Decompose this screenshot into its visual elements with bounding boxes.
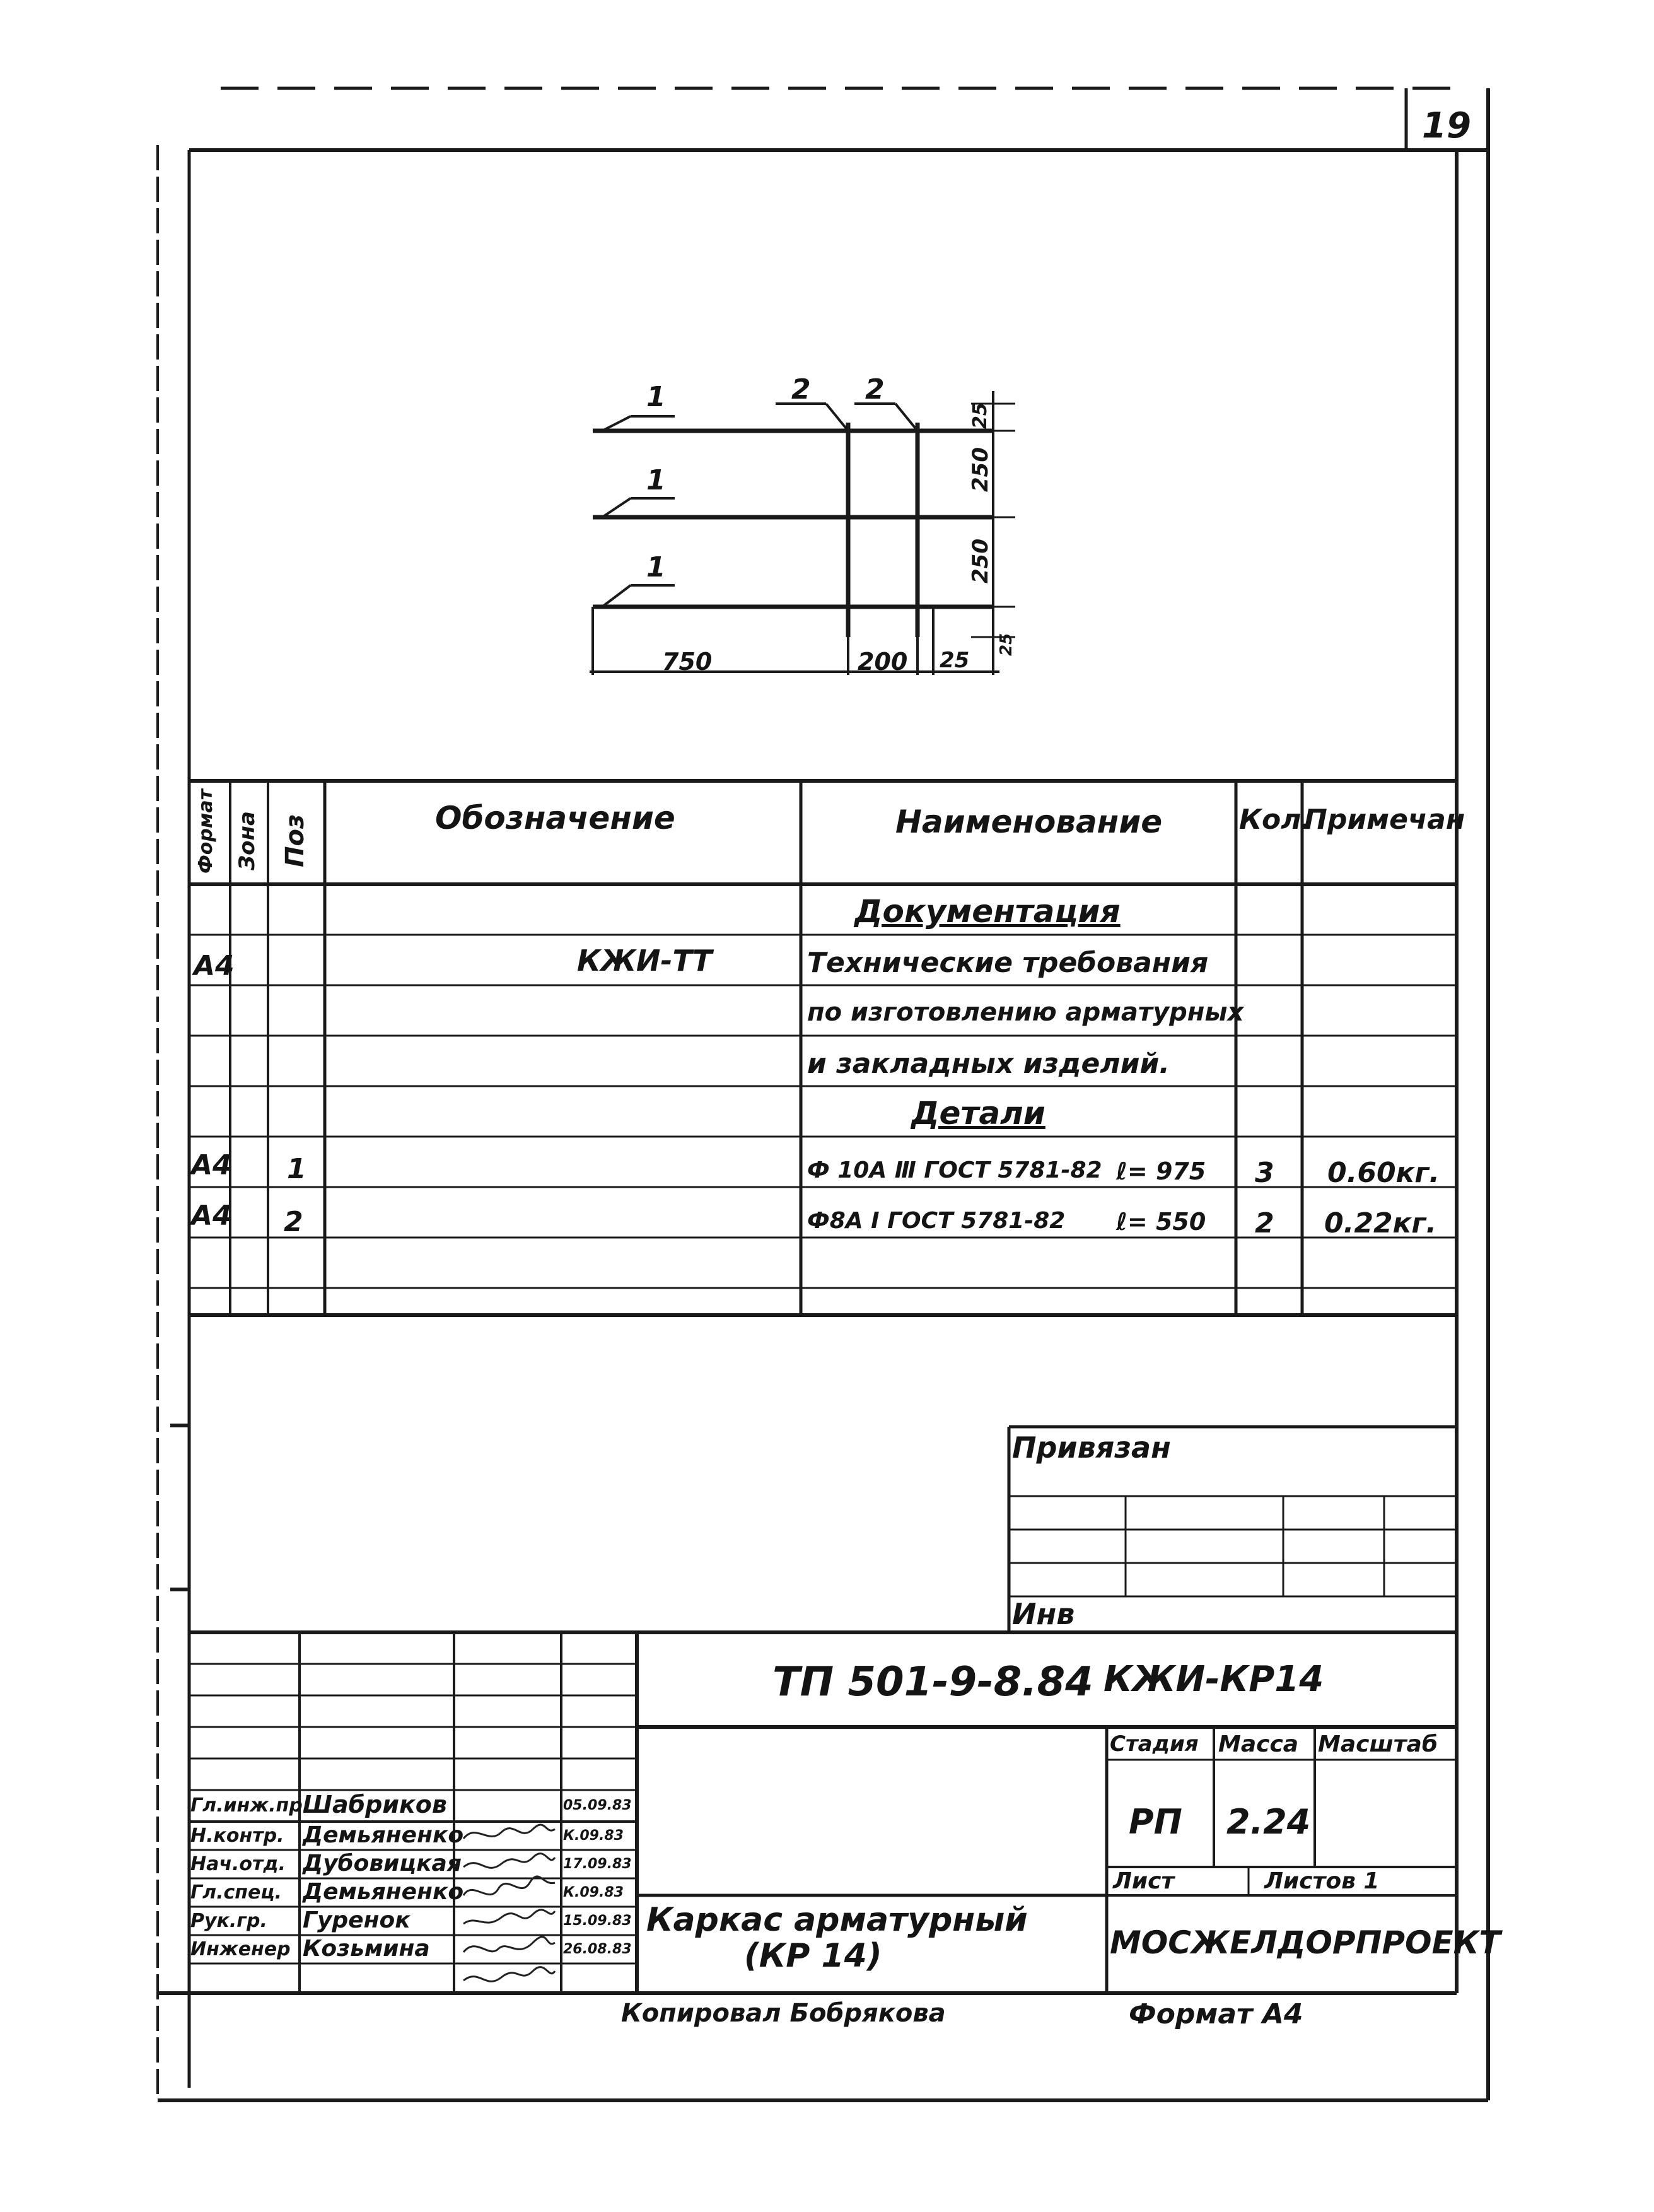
sheet-format: Формат А4 (1129, 1998, 1303, 2030)
sheet-label: Лист (1113, 1868, 1175, 1894)
header-zone: Зона (235, 811, 260, 870)
row-2-pos: 2 (284, 1206, 303, 1238)
header-designation: Обозначение (435, 800, 675, 836)
header-pos: Поз (281, 814, 310, 867)
role-1: Гл.инж.пр. (190, 1794, 310, 1817)
dim-750: 750 (662, 648, 713, 676)
doc-name-line-1: Технические требования (807, 947, 1209, 979)
binding-title: Привязан (1012, 1431, 1171, 1465)
mass-value: 2.24 (1226, 1802, 1311, 1842)
callout-2-b: 2 (865, 373, 885, 406)
scale-label: Масштаб (1318, 1731, 1438, 1757)
sheets-label: Листов 1 (1264, 1868, 1380, 1894)
role-5-date: 15.09.83 (563, 1913, 632, 1929)
binding-inv: Инв (1012, 1597, 1075, 1631)
row-1-name: Ф 10А Ⅲ ГОСТ 5781-82 (807, 1157, 1102, 1183)
row-2-format: А4 (191, 1200, 232, 1232)
drawing-title-line-2: (КР 14) (744, 1937, 882, 1975)
role-3-date: 17.09.83 (563, 1856, 632, 1872)
row-2-qty: 2 (1255, 1207, 1274, 1239)
role-1-date: 05.09.83 (563, 1798, 632, 1813)
doc-code-suffix: КЖИ-КР14 (1104, 1659, 1324, 1700)
stage-value: РП (1129, 1802, 1182, 1842)
header-name: Наименование (895, 804, 1163, 840)
dim-25-top: 25 (969, 402, 991, 429)
role-5-name: Гуренок (303, 1907, 411, 1933)
role-6: Инженер (190, 1938, 291, 1960)
role-4: Гл.спец. (190, 1881, 282, 1904)
row-2-length: ℓ= 550 (1116, 1208, 1206, 1236)
role-5: Рук.гр. (190, 1910, 267, 1932)
row-2-name: Ф8А Ⅰ ГОСТ 5781-82 (807, 1208, 1066, 1234)
header-qty: Кол. (1239, 804, 1312, 836)
role-3-name: Дубовицкая (303, 1851, 462, 1876)
role-1-name: Шабриков (303, 1791, 447, 1818)
dim-250-lower: 250 (968, 539, 993, 583)
callout-1-bottom: 1 (646, 551, 666, 583)
dim-25-bottom: 25 (940, 648, 970, 673)
callout-2-a: 2 (791, 373, 811, 406)
callout-1-top: 1 (646, 381, 666, 413)
header-format: Формат (195, 789, 217, 874)
row-1-qty: 3 (1255, 1157, 1274, 1189)
row-1-format: А4 (191, 1149, 232, 1181)
section-details: Детали (911, 1095, 1045, 1132)
role-2: Н.контр. (190, 1825, 284, 1847)
signatures (463, 1825, 555, 1981)
role-4-date: К.09.83 (563, 1885, 624, 1900)
doc-designation: КЖИ-ТТ (577, 944, 713, 978)
role-6-name: Козьмина (303, 1936, 430, 1962)
row-1-length: ℓ= 975 (1116, 1157, 1206, 1185)
drawing-title-line-1: Каркас арматурный (646, 1901, 1028, 1939)
row-1-pos: 1 (287, 1153, 306, 1185)
section-documentation: Документация (854, 893, 1121, 930)
copied-by: Копировал Бобрякова (621, 1999, 946, 2028)
doc-name-line-3: и закладных изделий. (807, 1048, 1170, 1080)
role-4-name: Демьяненко (303, 1879, 464, 1905)
callout-1-mid: 1 (646, 464, 666, 496)
doc-name-line-2: по изготовлению арматурных (807, 998, 1244, 1027)
org-name: МОСЖЕЛДОРПРОЕКТ (1110, 1924, 1501, 1961)
role-2-date: К.09.83 (563, 1828, 624, 1844)
dim-250-upper: 250 (968, 447, 993, 492)
dim-200: 200 (858, 648, 908, 676)
page-number: 19 (1422, 105, 1471, 146)
row-2-note: 0.22кг. (1324, 1207, 1437, 1239)
role-3: Нач.отд. (190, 1853, 286, 1875)
role-2-name: Демьяненко (303, 1822, 464, 1848)
doc-format: А4 (194, 950, 235, 982)
stage-label: Стадия (1110, 1731, 1199, 1757)
doc-code: ТП 501-9-8.84 (772, 1659, 1093, 1706)
row-1-note: 0.60кг. (1327, 1157, 1440, 1189)
mass-label: Масса (1218, 1731, 1299, 1757)
role-6-date: 26.08.83 (563, 1941, 632, 1957)
header-note: Примечан (1304, 804, 1465, 836)
dim-25-bottom-right: 25 (997, 633, 1016, 656)
